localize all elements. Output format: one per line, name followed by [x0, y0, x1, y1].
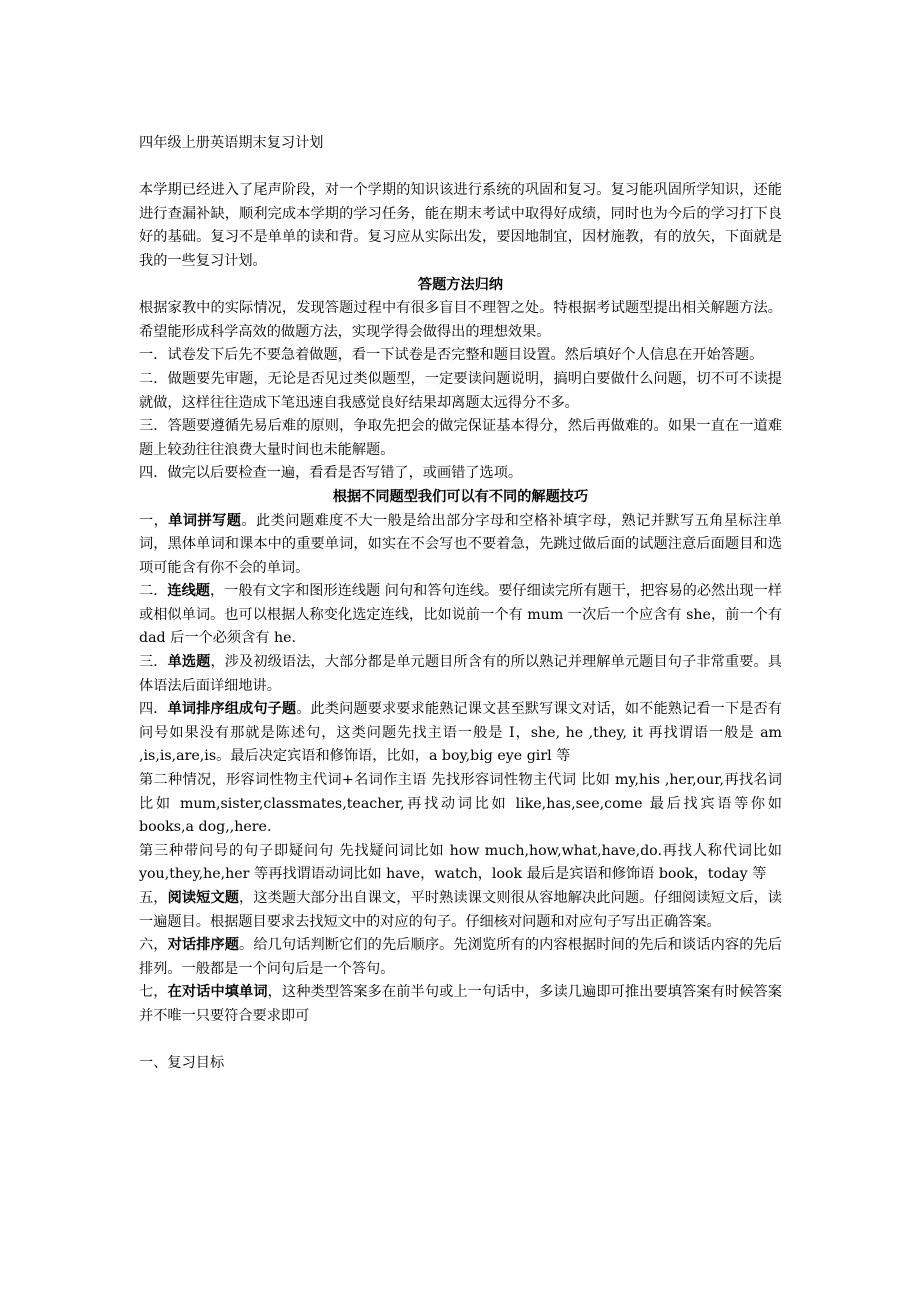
- technique-item: [139, 981, 782, 1028]
- technique-prefix: 七，: [139, 984, 168, 1001]
- method-point: 四．做完以后要检查一遍，看看是否写错了，或画错了选项。: [139, 465, 523, 482]
- method-point: 三．答题要遵循先易后难的原则，争取先把会的做完保证基本得分，然后再做难的。如果一直在一道难题上较劲往往浪费大量时间也未能解题。: [139, 418, 782, 458]
- spacer: [139, 1029, 782, 1053]
- technique-keyword: 连线题: [167, 583, 210, 600]
- document-page: [139, 132, 782, 1076]
- review-goal-heading: 一、复习目标: [139, 1055, 225, 1072]
- technique-item: [139, 580, 782, 651]
- sentence-order-case-paragraph: 第三种带问号的句子即疑问句 先找疑问词比如 how much,how,what,have,do.再找人称代词比如 you,they,he,her 等再找谓语动词比如 have，watch，look 最后是宾语和修饰语 book，today 等: [139, 842, 782, 883]
- technique-keyword: 对话排序题: [167, 937, 240, 954]
- section-heading-methods: 答题方法归纳: [417, 276, 504, 293]
- technique-text: ，这种类型答案多在前半句或上一句话中，多读几遍即可推出要填答案有时候答案并不唯一只要符合要求即可: [139, 984, 782, 1024]
- technique-text: 。此类问题要求要求能熟记课文甚至默写课文对话，如不能熟记看一下是否有问号如果没有那就是陈述句，这类问题先找主语一般是 I，she, he ,they, it 再找谓语一般是 am ,is,is,are,is。最后决定宾语和修饰语，比如，a boy,big eye girl 等: [139, 701, 782, 765]
- technique-prefix: 六，: [139, 937, 168, 954]
- technique-prefix: 二．: [139, 583, 168, 600]
- method-point: 二．做题要先审题，无论是否见过类似题型，一定要读问题说明，搞明白要做什么问题，切不可不读提就做，这样往往造成下笔迅速自我感觉良好结果却离题太远得分不多。: [139, 370, 782, 411]
- technique-item: [139, 651, 782, 698]
- technique-keyword: 单词拼写题: [168, 512, 242, 529]
- technique-item: [139, 698, 782, 769]
- technique-text: 。此类问题难度不大一般是给出部分字母和空格补填字母，熟记并默写五角星标注单词，黑体单词和课本中的重要单词，如实在不会写也不要着急，先跳过做后面的试题注意后面题目和选项可能含有你不会的单词。: [139, 512, 782, 576]
- technique-item: [139, 934, 782, 981]
- methods-intro-paragraph: 根据家教中的实际情况，发现答题过程中有很多盲目不理智之处。特根据考试题型提出相关解题方法。希望能形成科学高效的做题方法，实现学得会做得出的理想效果。: [139, 300, 782, 340]
- technique-prefix: 一，: [139, 512, 169, 529]
- technique-text: ，一般有文字和图形连线题 问句和答句连线。要仔细读完所有题干，把容易的必然出现一样或相似单词。也可以根据人称变化选定连线，比如说前一个有 mum 一次后一个应含有 she，前一个有 dad 后一个必须含有 he.: [139, 583, 782, 647]
- technique-prefix: 三．: [139, 654, 168, 671]
- technique-prefix: 四．: [139, 701, 168, 718]
- technique-keyword: 单词排序组成句子题: [167, 701, 297, 718]
- technique-text: ，涉及初级语法，大部分都是单元题目所含有的所以熟记并理解单元题目句子非常重要。具体语法后面详细地讲。: [139, 654, 782, 694]
- document-title: 四年级上册英语期末复习计划: [139, 135, 324, 151]
- method-point: 一．试卷发下后先不要急着做题，看一下试卷是否完整和题目设置。然后填好个人信息在开始答题。: [139, 347, 764, 364]
- intro-paragraph: 本学期已经进入了尾声阶段，对一个学期的知识该进行系统的巩固和复习。复习能巩固所学知识，还能进行查漏补缺，顺利完成本学期的学习任务，能在期末考试中取得好成绩，同时也为今后的学习打下良好的基础。复习不是单单的读和背。复习应从实际出发，要因地制宜，因材施教，有的放矢，下面就是我的一些复习计划。: [139, 182, 782, 269]
- technique-prefix: 五，: [139, 890, 168, 906]
- technique-text: ，这类题大部分出自课文，平时熟读课文则很从容地解决此问题。仔细阅读短文后，读一遍题目。根据题目要求去找短文中的对应的句子。仔细核对问题和对应句子写出正确答案。: [139, 890, 782, 930]
- technique-keyword: 在对话中填单词: [167, 984, 268, 1001]
- technique-text: 。给几句话判断它们的先后顺序。先浏览所有的内容根据时间的先后和谈话内容的先后排列。一般都是一个问句后是一个答句。: [139, 937, 782, 977]
- technique-item: [139, 510, 782, 581]
- technique-keyword: 阅读短文题: [167, 890, 240, 906]
- section-heading-techniques: 根据不同题型我们可以有不同的解题技巧: [332, 488, 589, 505]
- sentence-order-case-paragraph: 第二种情况，形容词性物主代词+名词作主语 先找形容词性物主代词 比如 my,his ,her,our,再找名词 比如 mum,sister,classmates,teacher,再找动词比如 like,has,see,come 最后找宾语等你如 books,a dog,,here.: [139, 772, 782, 836]
- technique-keyword: 单选题: [167, 654, 211, 671]
- technique-item: [139, 887, 782, 934]
